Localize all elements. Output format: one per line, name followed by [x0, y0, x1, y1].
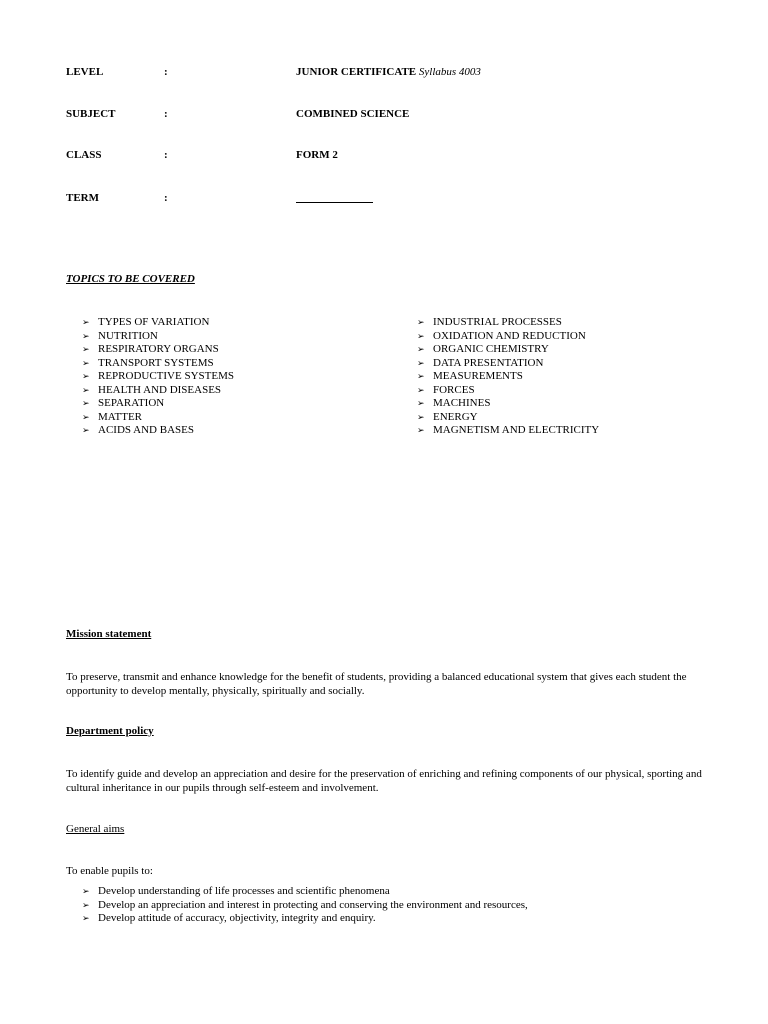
policy-text: To identify guide and develop an appreciation and desire for the preservation of enriching and refining components of our physical, sporting and cultural inheritance in our pupils through self-esteem and involvement.: [66, 768, 702, 794]
topic-item-text: ORGANIC CHEMISTRY: [433, 343, 549, 355]
topics-heading: TOPICS TO BE COVERED: [66, 273, 195, 285]
topic-item-text: REPRODUCTIVE SYSTEMS: [98, 370, 234, 382]
level-label: LEVEL: [66, 66, 104, 78]
subject-colon: :: [164, 108, 168, 120]
aims-intro: To enable pupils to:: [66, 865, 153, 877]
arrow-bullet-icon: ➢: [82, 345, 90, 355]
topic-item: [417, 424, 599, 438]
arrow-bullet-icon: ➢: [417, 372, 425, 382]
arrow-bullet-icon: ➢: [417, 358, 425, 369]
aim-item: [82, 912, 528, 926]
aim-item-text: Develop an appreciation and interest in protecting and conserving the environment and resources,: [98, 898, 528, 911]
level-colon: :: [164, 66, 168, 78]
policy-heading: Department policy: [66, 725, 154, 737]
aim-item: [82, 899, 528, 913]
topic-item-text: NUTRITION: [98, 329, 158, 342]
class-label: CLASS: [66, 149, 102, 161]
topic-item: [82, 424, 234, 438]
topic-item: [82, 411, 234, 425]
aim-item: [82, 885, 528, 899]
mission-heading: Mission statement: [66, 628, 152, 640]
subject-row: [66, 106, 706, 122]
topics-list-right: [417, 316, 599, 438]
topic-item: [417, 343, 599, 357]
mission-text: To preserve, transmit and enhance knowledge for the benefit of students, providing a balanced educational system that gives each student the opportunity to develop mentally, physically, spiritually and socially.: [66, 671, 687, 697]
arrow-bullet-icon: ➢: [82, 399, 90, 409]
topic-item: [417, 357, 599, 371]
topic-item-text: HEALTH AND DISEASES: [98, 383, 222, 396]
topic-item: [82, 397, 234, 411]
topic-item: [82, 357, 234, 371]
topic-item-text: MAGNETISM AND ELECTRICITY: [433, 424, 600, 436]
class-row: [66, 147, 706, 163]
topic-item: [417, 397, 599, 411]
topic-item-text: DATA PRESENTATION: [433, 356, 544, 369]
topic-item-text: FORCES: [433, 383, 475, 396]
level-row: [66, 64, 706, 80]
arrow-bullet-icon: ➢: [82, 318, 90, 328]
topic-item: [82, 384, 234, 398]
aim-item-text: Develop attitude of accuracy, objectivity, integrity and enquiry.: [98, 912, 376, 924]
term-value: [296, 190, 373, 208]
topic-item-text: TRANSPORT SYSTEMS: [98, 356, 214, 369]
term-row: [66, 190, 706, 206]
arrow-bullet-icon: ➢: [82, 900, 90, 911]
topic-item-text: TYPES OF VARIATION: [98, 316, 210, 328]
topic-item: [417, 411, 599, 425]
topic-item-text: OXIDATION AND REDUCTION: [433, 329, 586, 342]
level-value-text: JUNIOR CERTIFICATE: [296, 66, 417, 78]
arrow-bullet-icon: ➢: [82, 426, 90, 436]
topic-item: [417, 330, 599, 344]
arrow-bullet-icon: ➢: [417, 399, 425, 409]
arrow-bullet-icon: ➢: [417, 385, 425, 396]
class-value: FORM 2: [296, 149, 338, 161]
term-colon: :: [164, 192, 168, 204]
level-value: [296, 64, 481, 80]
term-label: TERM: [66, 192, 99, 204]
arrow-bullet-icon: ➢: [82, 372, 90, 382]
arrow-bullet-icon: ➢: [82, 412, 90, 423]
arrow-bullet-icon: ➢: [417, 412, 425, 423]
term-blank-line: [296, 190, 373, 203]
class-colon: :: [164, 149, 168, 161]
topic-item-text: ENERGY: [433, 410, 478, 423]
syllabus-note: Syllabus 4003: [418, 66, 481, 78]
topic-item-text: SEPARATION: [98, 397, 165, 409]
topic-item: [82, 370, 234, 384]
topic-item-text: INDUSTRIAL PROCESSES: [433, 316, 562, 328]
topic-item: [82, 316, 234, 330]
arrow-bullet-icon: ➢: [417, 426, 425, 436]
topic-item: [417, 370, 599, 384]
topic-item-text: MEASUREMENTS: [433, 370, 523, 382]
arrow-bullet-icon: ➢: [417, 318, 425, 328]
topic-item-text: ACIDS AND BASES: [98, 424, 194, 436]
aim-item-text: Develop understanding of life processes and scientific phenomena: [98, 885, 390, 897]
topic-item-text: MATTER: [98, 410, 142, 423]
topic-item: [417, 384, 599, 398]
arrow-bullet-icon: ➢: [82, 331, 90, 342]
subject-value: COMBINED SCIENCE: [296, 108, 410, 120]
topic-item-text: MACHINES: [433, 397, 491, 409]
arrow-bullet-icon: ➢: [417, 345, 425, 355]
arrow-bullet-icon: ➢: [417, 331, 425, 342]
topics-list-left: [82, 316, 234, 438]
topic-item: [82, 343, 234, 357]
aims-list: [82, 885, 528, 926]
aims-heading: General aims: [66, 823, 125, 835]
arrow-bullet-icon: ➢: [82, 358, 90, 369]
topic-item: [417, 316, 599, 330]
topic-item: [82, 330, 234, 344]
arrow-bullet-icon: ➢: [82, 914, 90, 924]
arrow-bullet-icon: ➢: [82, 887, 90, 897]
subject-label: SUBJECT: [66, 108, 116, 120]
arrow-bullet-icon: ➢: [82, 385, 90, 396]
topic-item-text: RESPIRATORY ORGANS: [98, 343, 219, 355]
